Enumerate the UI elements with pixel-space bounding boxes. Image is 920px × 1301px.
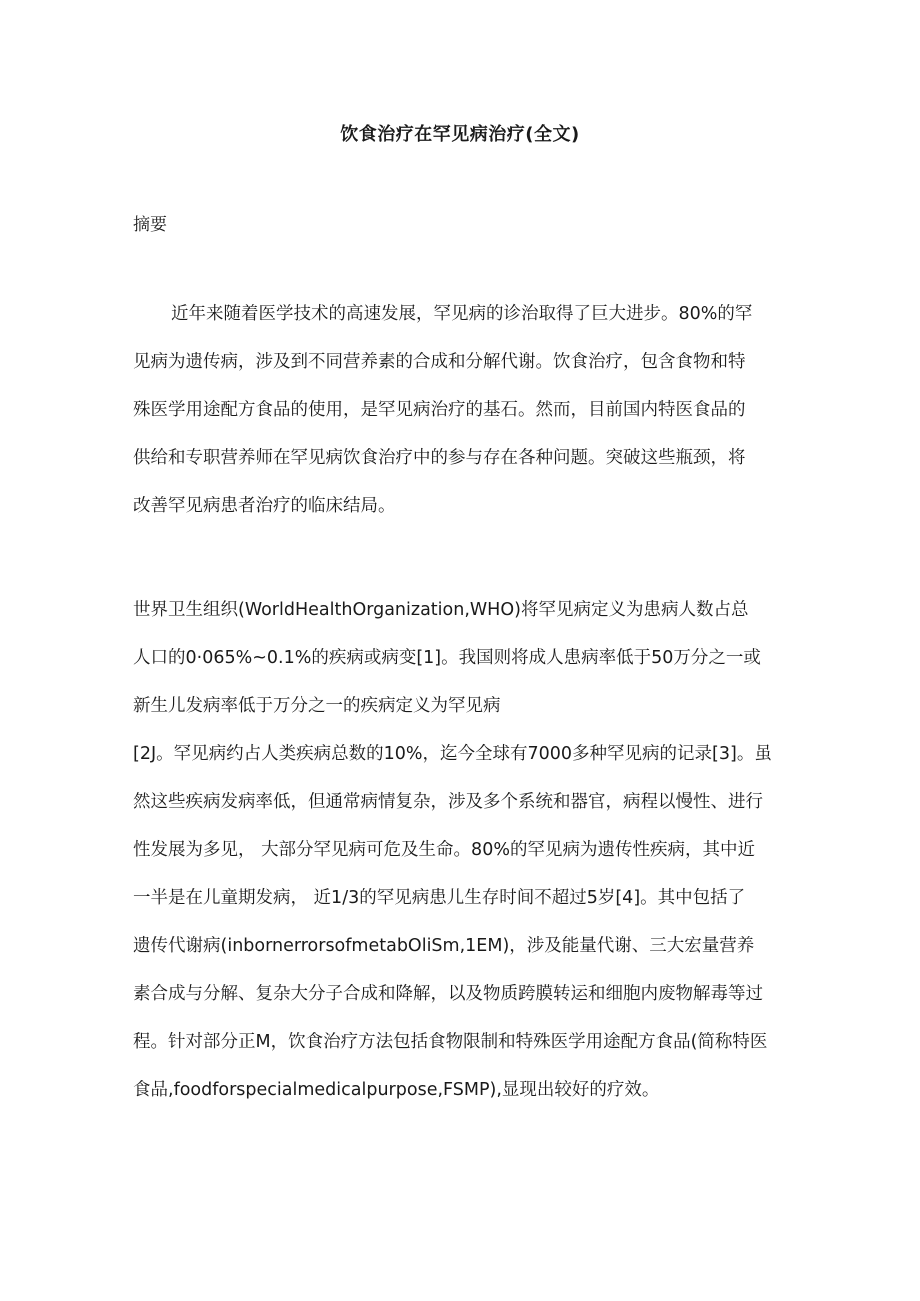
body-line: 食品,foodforspecialmedicalpurpose,FSMP),显现出较好的疗效。: [133, 1080, 660, 1100]
abstract-line: 殊医学用途配方食品的使用，是罕见病治疗的基石。然而，目前国内特医食品的: [133, 400, 746, 420]
body-line: 程。针对部分正M，饮食治疗方法包括食物限制和特殊医学用途配方食品(简称特医: [133, 1032, 768, 1052]
body-line: [2J。罕见病约占人类疾病总数的10%，迄今全球有7000多种罕见病的记录[3]。虽: [133, 744, 772, 764]
body-paragraph: [133, 586, 801, 1114]
abstract-line: 改善罕见病患者治疗的临床结局。: [133, 496, 396, 516]
body-line: 一半是在儿童期发病， 近1/3的罕见病患儿生存时间不超过5岁[4]。其中包括了: [133, 888, 746, 908]
abstract-line: 见病为遗传病，涉及到不同营养素的合成和分解代谢。饮食治疗，包含食物和特: [133, 352, 746, 372]
body-line: 然这些疾病发病率低，但通常病情复杂，涉及多个系统和器官，病程以慢性、进行: [133, 792, 763, 812]
body-line: 素合成与分解、复杂大分子合成和降解，以及物质跨膜转运和细胞内废物解毒等过: [133, 984, 763, 1004]
body-line: 性发展为多见， 大部分罕见病可危及生命。80%的罕见病为遗传性疾病，其中近: [133, 840, 755, 860]
abstract-paragraph: [133, 290, 801, 530]
body-line: 世界卫生组织(WorldHealthOrganization,WHO)将罕见病定义为患病人数占总: [133, 600, 749, 620]
body-line: 遗传代谢病(inbornerrorsofmetabOliSm,1EM)，涉及能量代谢、三大宏量营养: [133, 936, 755, 956]
abstract-line: 供给和专职营养师在罕见病饮食治疗中的参与存在各种问题。突破这些瓶颈，将: [133, 448, 746, 468]
abstract-heading: 摘要: [133, 215, 167, 235]
body-line: 人口的0·065%~0.1%的疾病或病变[1]。我国则将成人患病率低于50万分之一或: [133, 648, 761, 668]
abstract-line: 近年来随着医学技术的高速发展，罕见病的诊治取得了巨大进步。80%的罕: [171, 304, 753, 324]
body-line: 新生儿发病率低于万分之一的疾病定义为罕见病: [133, 696, 501, 716]
document-title: 饮食治疗在罕见病治疗(全文): [340, 124, 580, 145]
